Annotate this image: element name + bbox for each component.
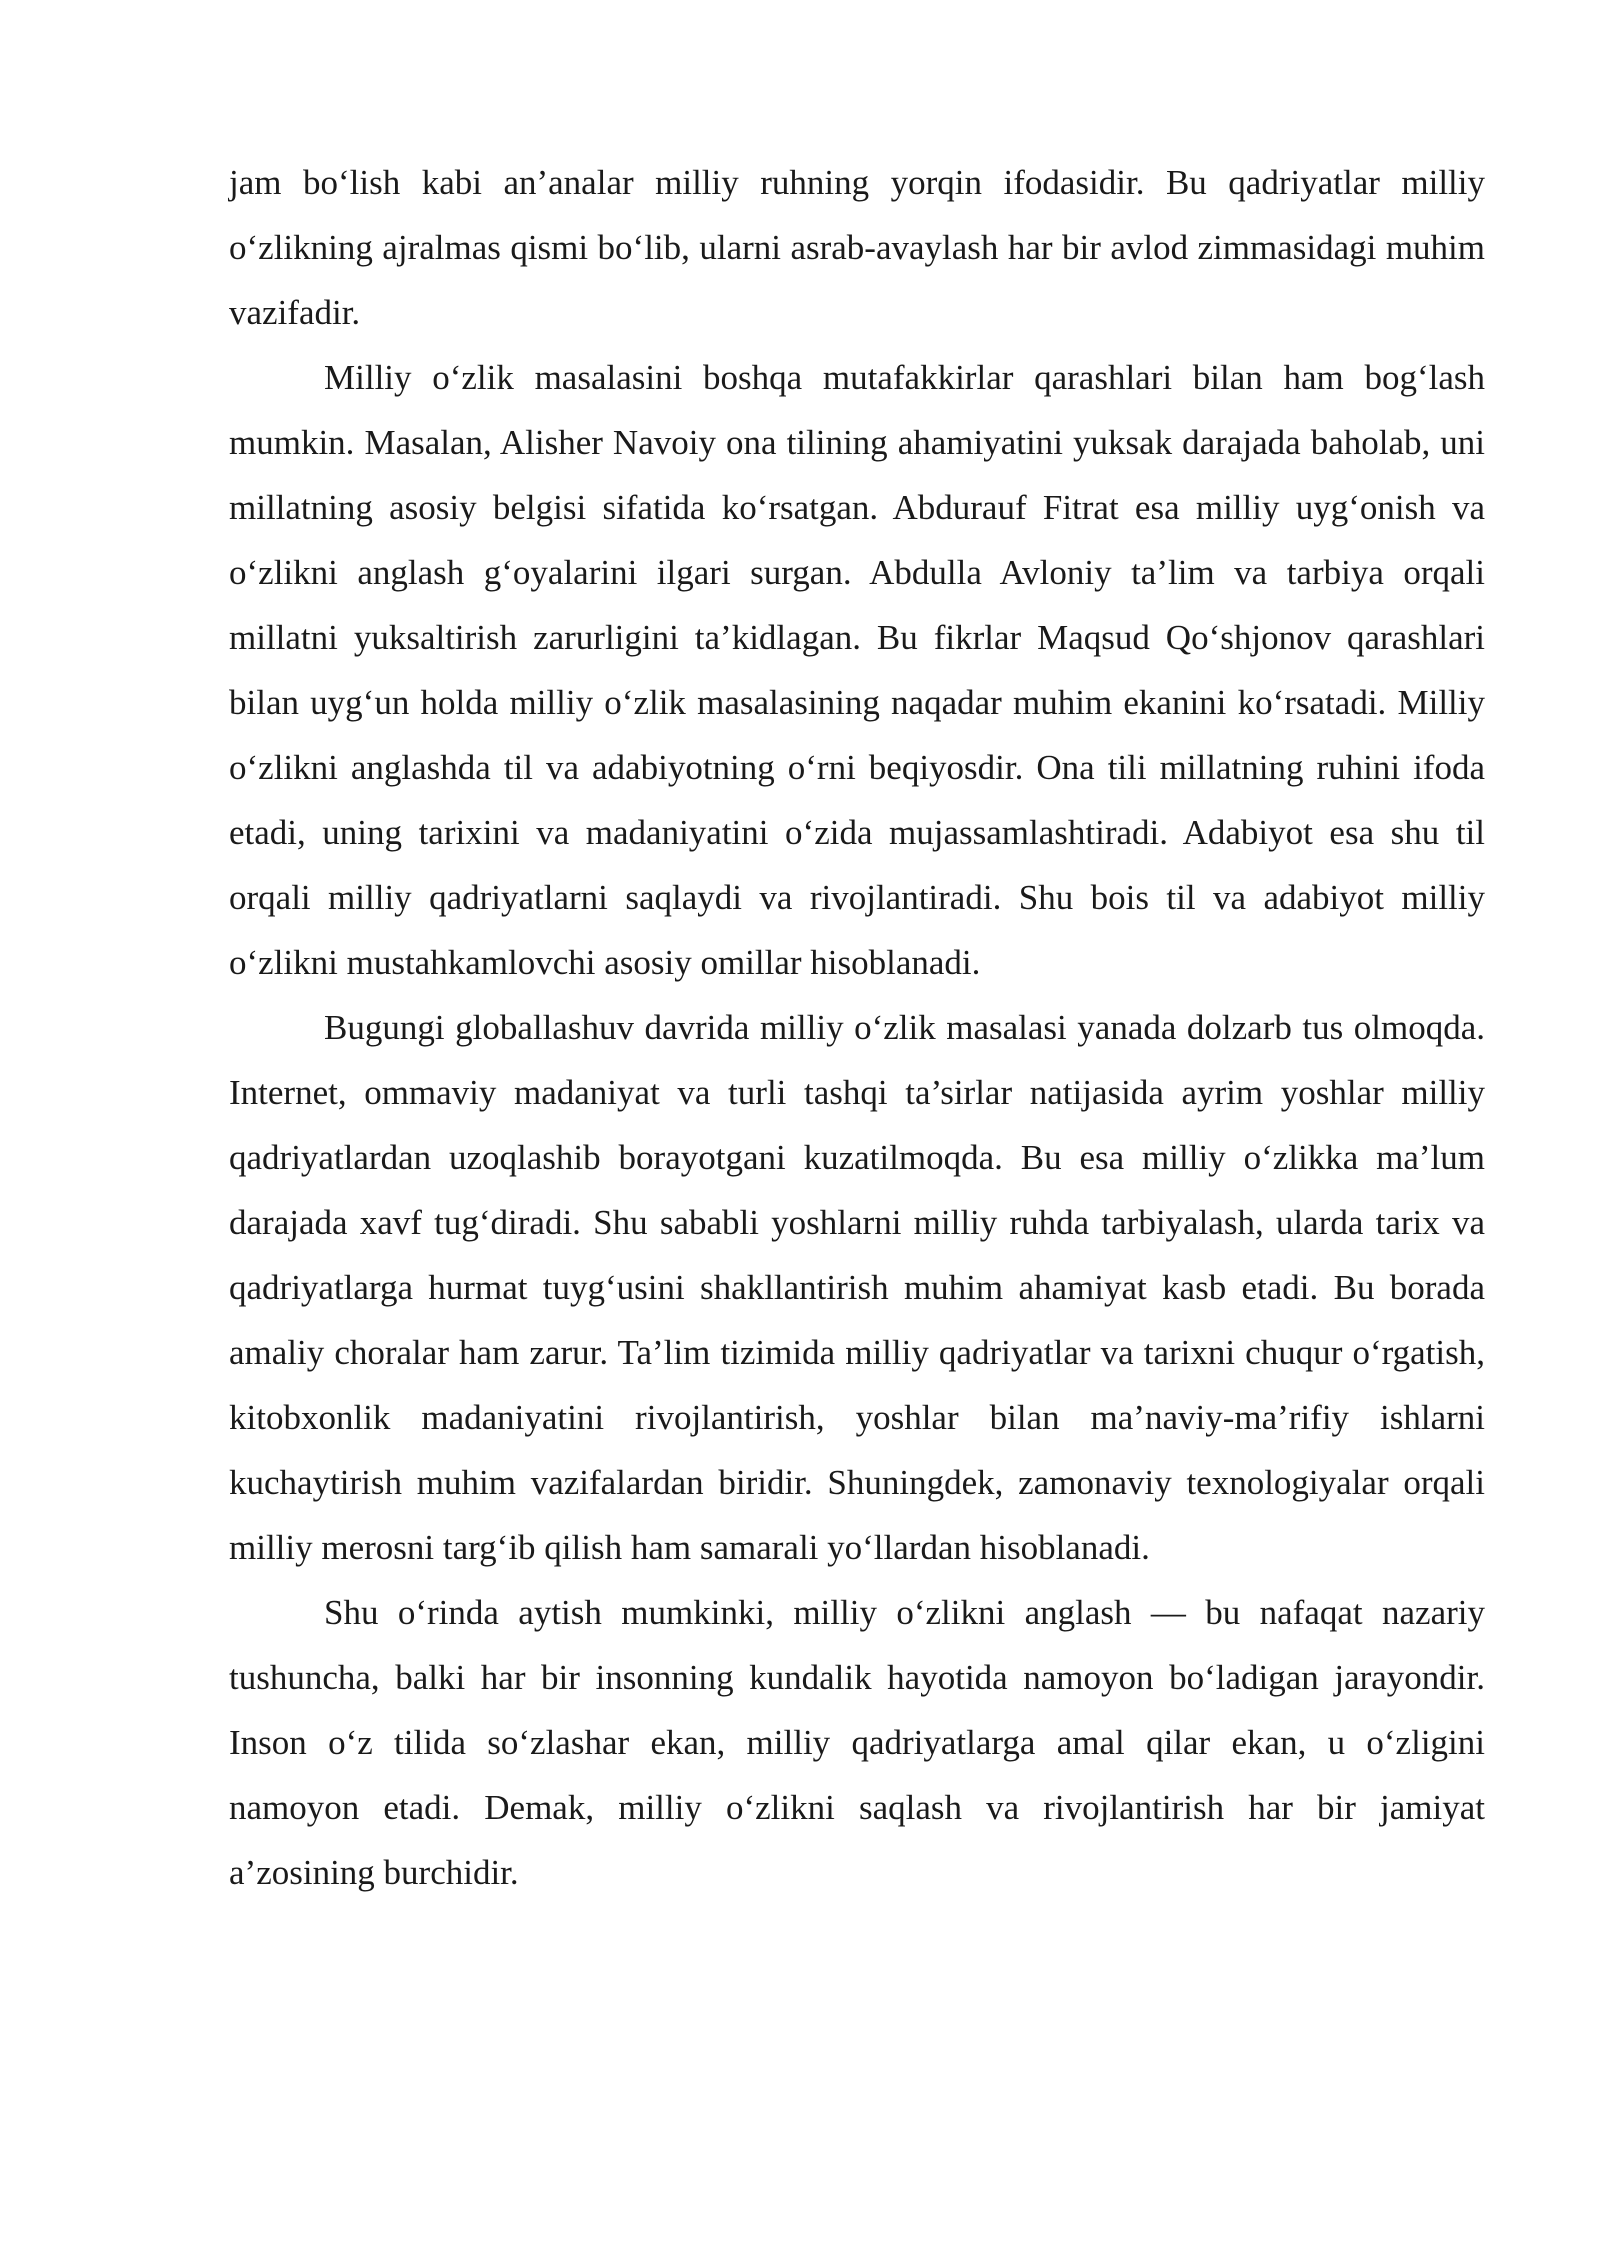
paragraph-thinkers: Milliy o‘zlik masalasini boshqa mutafakkirlar qarashlari bilan ham bog‘lash mumkin. Masalan, Alisher Navoiy ona tilining ahamiyatini yuksak darajada baholab, uni millatning asosiy belgisi sifatida ko‘rsatgan. Abdurauf Fitrat esa milliy uyg‘onish va o‘zlikni anglash g‘oyalarini ilgari surgan. Abdulla Avloniy ta’lim va tarbiya orqali millatni yuksaltirish zarurligini ta’kidlagan. Bu fikrlar Maqsud Qo‘shjonov qarashlari bilan uyg‘un holda milliy o‘zlik masalasining naqadar muhim ekanini ko‘rsatadi. Milliy o‘zlikni anglashda til va adabiyotning o‘rni beqiyosdir. Ona tili millatning ruhini ifoda etadi, uning tarixini va madaniyatini o‘zida mujassamlashtiradi. Adabiyot esa shu til orqali milliy qadriyatlarni saqlaydi va rivojlantiradi. Shu bois til va adabiyot milliy o‘zlikni mustahkamlovchi asosiy omillar hisoblanadi.	[229, 358, 1485, 982]
document-page	[229, 150, 1485, 1905]
paragraph-conclusion: Shu o‘rinda aytish mumkinki, milliy o‘zlikni anglash — bu nafaqat nazariy tushuncha, balki har bir insonning kundalik hayotida namoyon bo‘ladigan jarayondir. Inson o‘z tilida so‘zlashar ekan, milliy qadriyatlarga amal qilar ekan, u o‘zligini namoyon etadi. Demak, milliy o‘zlikni saqlash va rivojlantirish har bir jamiyat a’zosining burchidir.	[229, 1593, 1485, 1892]
paragraph-continuation: jam bo‘lish kabi an’analar milliy ruhning yorqin ifodasidir. Bu qadriyatlar milliy o‘zlikning ajralmas qismi bo‘lib, ularni asrab-avaylash har bir avlod zimmasidagi muhim vazifadir.	[229, 163, 1485, 332]
paragraph-globalization: Bugungi globallashuv davrida milliy o‘zlik masalasi yanada dolzarb tus olmoqda. Internet, ommaviy madaniyat va turli tashqi ta’sirlar natijasida ayrim yoshlar milliy qadriyatlardan uzoqlashib borayotgani kuzatilmoqda. Bu esa milliy o‘zlikka ma’lum darajada xavf tug‘diradi. Shu sababli yoshlarni milliy ruhda tarbiyalash, ularda tarix va qadriyatlarga hurmat tuyg‘usini shakllantirish muhim ahamiyat kasb etadi. Bu borada amaliy choralar ham zarur. Ta’lim tizimida milliy qadriyatlar va tarixni chuqur o‘rgatish, kitobxonlik madaniyatini rivojlantirish, yoshlar bilan ma’naviy-ma’rifiy ishlarni kuchaytirish muhim vazifalardan biridir. Shuningdek, zamonaviy texnologiyalar orqali milliy merosni targ‘ib qilish ham samarali yo‘llardan hisoblanadi.	[229, 1008, 1485, 1567]
